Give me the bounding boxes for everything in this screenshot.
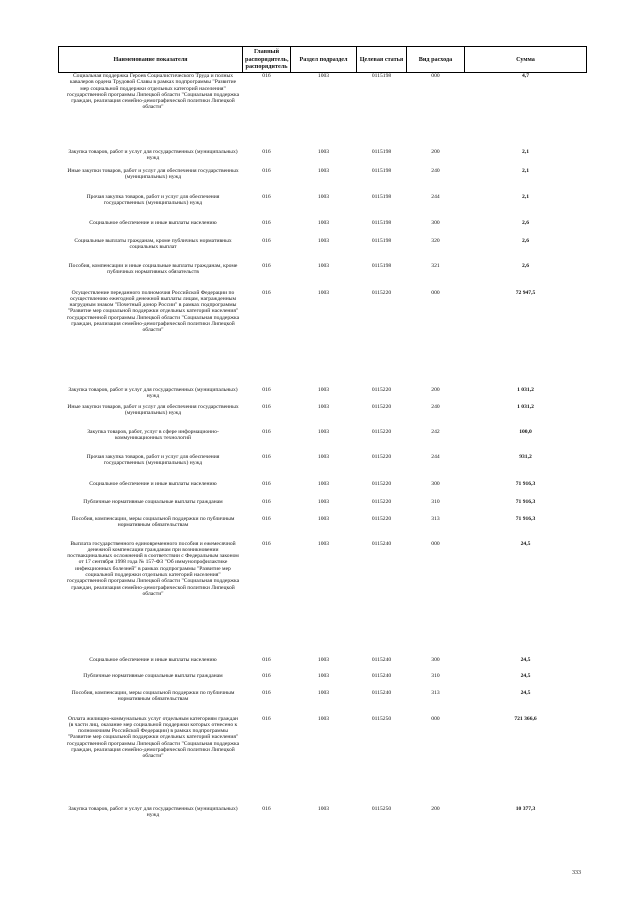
- row-name: Выплата государственного единовременного пособия и ежемесячной денежной компенсации гражданам при возникновении поствакцинальных осложнений в соответствии с Федеральным законом от 17 сентября 1998 года № 157-ФЗ "Об иммунопрофилактике инфекционных болезней" в рамках подпрограммы "Развитие мер социальной поддержки отдельных категорий населения" государственной программы Липецкой области "Социальная поддержка граждан, реализация семейно-демографической политики Липецкой области": [66, 540, 240, 597]
- table-row: [59, 149, 587, 168]
- row-type: 242: [431, 428, 440, 435]
- row-type: 000: [431, 289, 440, 296]
- row-name: Социальные выплаты гражданам, кроме публичных нормативных социальных выплат: [74, 237, 232, 250]
- row-name: Осуществление переданного полномочия Российской Федерации по осуществлению ежегодной денежной выплаты лицам, награжденным нагрудным знаком "Почетный донор России" в рамках подпрограммы "Развитие мер социальной поддержки отдельных категорий населения" государственной программы Липецкой области "Социальная поддержка граждан, реализация семейно-демографической политики Липецкой области": [66, 289, 240, 334]
- row-sum: 71 916,3: [515, 480, 536, 487]
- table-row: [59, 516, 587, 541]
- row-admin: 016: [262, 656, 271, 663]
- row-target: 0115220: [371, 480, 392, 487]
- row-section: 1003: [317, 237, 330, 244]
- row-type: 313: [431, 515, 440, 522]
- row-admin: 016: [262, 403, 271, 410]
- row-admin: 016: [262, 428, 271, 435]
- row-section: 1003: [317, 148, 330, 155]
- row-section: 1003: [317, 167, 330, 174]
- row-section: 1003: [317, 193, 330, 200]
- table-row: [59, 290, 587, 387]
- row-admin: 016: [262, 148, 271, 155]
- row-type: 200: [431, 805, 440, 812]
- row-admin: 016: [262, 219, 271, 226]
- row-type: 000: [431, 715, 440, 722]
- row-target: 0115240: [371, 672, 392, 679]
- row-type: 321: [431, 262, 440, 269]
- row-type: 240: [431, 403, 440, 410]
- row-section: 1003: [317, 498, 330, 505]
- row-section: 1003: [317, 480, 330, 487]
- row-admin: 016: [262, 672, 271, 679]
- table-row: [59, 73, 587, 149]
- table-row: [59, 168, 587, 194]
- header-target: Целевая статья: [357, 47, 407, 73]
- row-sum: 24,5: [520, 540, 531, 547]
- row-type: 300: [431, 480, 440, 487]
- header-sum: Сумма: [465, 47, 587, 73]
- row-section: 1003: [317, 453, 330, 460]
- table-row: [59, 657, 587, 673]
- row-type: 300: [431, 656, 440, 663]
- row-admin: 016: [262, 498, 271, 505]
- table-row: [59, 541, 587, 657]
- row-section: 1003: [317, 805, 330, 812]
- row-name: Пособия, компенсации и иные социальные выплаты гражданам, кроме публичных нормативных обязательств: [68, 262, 238, 275]
- table-row: [59, 806, 587, 824]
- table-row: [59, 481, 587, 499]
- row-sum: 721 366,6: [514, 715, 537, 722]
- row-sum: 24,5: [520, 689, 531, 696]
- row-target: 0115250: [371, 805, 392, 812]
- table-header-row: [59, 47, 587, 73]
- row-admin: 016: [262, 167, 271, 174]
- row-admin: 016: [262, 689, 271, 696]
- row-target: 0115220: [371, 453, 392, 460]
- row-admin: 016: [262, 515, 271, 522]
- row-section: 1003: [317, 73, 330, 79]
- budget-table-page: [58, 46, 586, 824]
- table-row: [59, 404, 587, 429]
- row-section: 1003: [317, 428, 330, 435]
- row-sum: 71 916,3: [515, 498, 536, 505]
- row-sum: 931,2: [519, 453, 532, 460]
- row-name: Иные закупки товаров, работ и услуг для обеспечения государственных (муниципальных) нужд: [67, 167, 239, 180]
- row-name: Прочая закупка товаров, работ и услуг для обеспечения государственных (муниципальных) нужд: [86, 453, 220, 466]
- row-sum: 2,1: [522, 193, 529, 200]
- row-sum: 2,1: [522, 167, 529, 174]
- row-name: Социальное обеспечение и иные выплаты населению: [89, 656, 217, 663]
- row-name: Публичные нормативные социальные выплаты гражданам: [83, 672, 223, 679]
- row-admin: 016: [262, 262, 271, 269]
- row-sum: 1 031,2: [517, 403, 534, 410]
- budget-table: [58, 46, 587, 824]
- row-sum: 1 031,2: [517, 386, 534, 393]
- row-type: 200: [431, 386, 440, 393]
- row-sum: 10 377,3: [515, 805, 536, 812]
- table-row: [59, 673, 587, 690]
- table-row: [59, 690, 587, 716]
- row-target: 0115220: [371, 515, 392, 522]
- row-target: 0115198: [371, 193, 392, 200]
- header-type: Вид расхода: [407, 47, 465, 73]
- row-name: Пособия, компенсации, меры социальной поддержки по публичным нормативным обязательствам: [71, 689, 235, 702]
- row-admin: 016: [262, 386, 271, 393]
- row-section: 1003: [317, 289, 330, 296]
- row-target: 0115220: [371, 428, 392, 435]
- row-target: 0115220: [371, 498, 392, 505]
- header-name: Наименование показателя: [59, 47, 243, 73]
- row-admin: 016: [262, 453, 271, 460]
- row-sum: 24,5: [520, 672, 531, 679]
- header-admin: Главный распорядитель, распорядитель: [243, 47, 291, 73]
- row-admin: 016: [262, 805, 271, 812]
- row-target: 0115240: [371, 656, 392, 663]
- page-number: 333: [572, 870, 581, 876]
- table-row: [59, 716, 587, 806]
- row-target: 0115198: [371, 73, 392, 79]
- row-admin: 016: [262, 480, 271, 487]
- row-section: 1003: [317, 219, 330, 226]
- row-sum: 72 947,5: [515, 289, 536, 296]
- row-name: Закупка товаров, работ и услуг для государственных (муниципальных) нужд: [68, 805, 238, 818]
- row-target: 0115250: [371, 715, 392, 722]
- row-sum: 2,1: [522, 148, 529, 155]
- table-row: [59, 263, 587, 290]
- row-type: 310: [431, 498, 440, 505]
- row-section: 1003: [317, 515, 330, 522]
- row-type: 300: [431, 219, 440, 226]
- row-sum: 2,6: [522, 237, 529, 244]
- row-section: 1003: [317, 672, 330, 679]
- row-name: Прочая закупка товаров, работ и услуг для обеспечения государственных (муниципальных) нужд: [86, 193, 220, 206]
- row-sum: 4,7: [522, 73, 529, 79]
- table-row: [59, 429, 587, 454]
- row-name: Публичные нормативные социальные выплаты гражданам: [83, 498, 223, 505]
- table-row: [59, 220, 587, 238]
- row-type: 240: [431, 167, 440, 174]
- table-row: [59, 499, 587, 516]
- table-row: [59, 387, 587, 404]
- row-admin: 016: [262, 193, 271, 200]
- row-type: 320: [431, 237, 440, 244]
- row-name: Закупка товаров, работ, услуг в сфере информационно-коммуникационных технологий: [87, 428, 219, 441]
- row-target: 0115198: [371, 219, 392, 226]
- row-target: 0115240: [371, 540, 392, 547]
- row-sum: 2,6: [522, 262, 529, 269]
- table-row: [59, 238, 587, 263]
- row-admin: 016: [262, 73, 271, 79]
- row-section: 1003: [317, 262, 330, 269]
- row-sum: 71 916,3: [515, 515, 536, 522]
- row-target: 0115198: [371, 148, 392, 155]
- row-target: 0115198: [371, 262, 392, 269]
- row-sum: 24,5: [520, 656, 531, 663]
- row-target: 0115220: [371, 403, 392, 410]
- row-admin: 016: [262, 237, 271, 244]
- row-section: 1003: [317, 386, 330, 393]
- row-target: 0115240: [371, 689, 392, 696]
- row-admin: 016: [262, 289, 271, 296]
- row-type: 200: [431, 148, 440, 155]
- row-name: Оплата жилищно-коммунальных услуг отдельным категориям граждан (в части лиц, оказание мер социальной поддержки которых отнесено к полномочиям Российской Федерации) в рамках подпрограммы "Развитие мер социальной поддержки отдельных категорий населения" государственной программы Липецкой области "Социальная поддержка граждан, реализация семейно-демографической политики Липецкой области": [66, 715, 240, 760]
- row-type: 313: [431, 689, 440, 696]
- row-target: 0115220: [371, 386, 392, 393]
- row-type: 310: [431, 672, 440, 679]
- row-section: 1003: [317, 403, 330, 410]
- row-target: 0115198: [371, 237, 392, 244]
- row-target: 0115198: [371, 167, 392, 174]
- row-name: Иные закупки товаров, работ и услуг для обеспечения государственных (муниципальных) нужд: [67, 403, 239, 416]
- row-section: 1003: [317, 715, 330, 722]
- row-admin: 016: [262, 715, 271, 722]
- row-type: 244: [431, 193, 440, 200]
- row-name: Пособия, компенсации, меры социальной поддержки по публичным нормативным обязательствам: [71, 515, 235, 528]
- row-sum: 2,6: [522, 219, 529, 226]
- row-name: Закупка товаров, работ и услуг для государственных (муниципальных) нужд: [68, 148, 238, 161]
- row-target: 0115220: [371, 289, 392, 296]
- row-section: 1003: [317, 540, 330, 547]
- row-sum: 100,0: [519, 428, 532, 435]
- row-section: 1003: [317, 656, 330, 663]
- row-name: Социальное обеспечение и иные выплаты населению: [89, 219, 217, 226]
- row-admin: 016: [262, 540, 271, 547]
- header-section: Раздел подраздел: [291, 47, 357, 73]
- row-type: 000: [431, 73, 440, 79]
- row-name: Закупка товаров, работ и услуг для государственных (муниципальных) нужд: [68, 386, 238, 399]
- row-name: Социальное обеспечение и иные выплаты населению: [89, 480, 217, 487]
- row-type: 244: [431, 453, 440, 460]
- row-name: Социальная поддержка Героев Социалистического Труда и полных кавалеров ордена Трудовой Славы в рамках подпрограммы "Развитие мер социальной поддержки отдельных категорий населения" государственной программы Липецкой области "Социальная поддержка граждан, реализация семейно-демографической политики Липецкой области": [66, 73, 240, 111]
- table-row: [59, 454, 587, 481]
- row-type: 000: [431, 540, 440, 547]
- row-section: 1003: [317, 689, 330, 696]
- table-row: [59, 194, 587, 220]
